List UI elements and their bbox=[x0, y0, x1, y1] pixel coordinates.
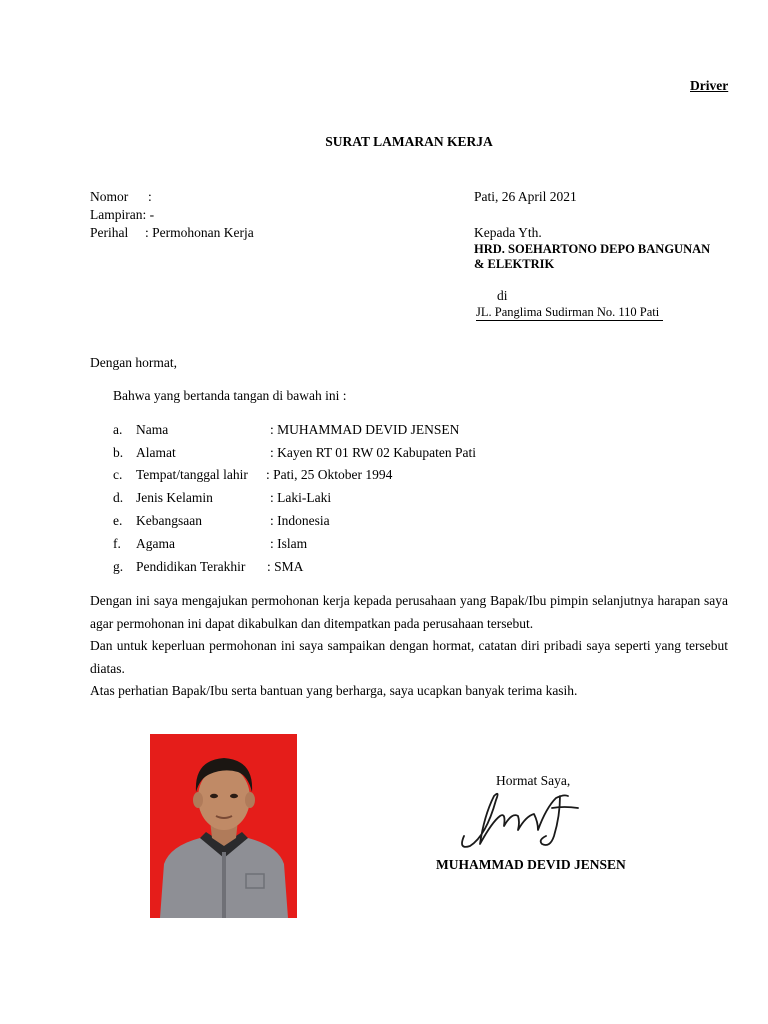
item-letter: a. bbox=[113, 422, 123, 437]
signature-icon bbox=[456, 786, 588, 856]
item-letter: d. bbox=[113, 490, 124, 505]
body-paragraph-3: Atas perhatian Bapak/Ibu serta bantuan yang berharga, saya ucapkan banyak terima kasih. bbox=[90, 683, 578, 698]
item-label: Kebangsaan bbox=[136, 513, 202, 528]
item-label: Nama bbox=[136, 422, 169, 437]
item-letter: g. bbox=[113, 559, 124, 574]
item-value: : MUHAMMAD DEVID JENSEN bbox=[270, 422, 460, 437]
applicant-portrait-icon bbox=[150, 734, 297, 918]
nomor-label: Nomor bbox=[90, 189, 129, 204]
body-paragraph-1: Dengan ini saya mengajukan permohonan kerja kepada perusahaan yang Bapak/Ibu pimpin selanjutnya harapan saya agar permohonan ini dapat dikabulkan dan ditempatkan pada perusahaan tersebut. bbox=[90, 593, 728, 631]
perihal-value: : Permohonan Kerja bbox=[145, 225, 254, 240]
item-value: : Kayen RT 01 RW 02 Kabupaten Pati bbox=[270, 445, 477, 460]
body-text bbox=[90, 590, 728, 703]
closing-text: Hormat Saya, bbox=[496, 773, 571, 788]
item-value: : Indonesia bbox=[270, 513, 330, 528]
body-paragraph-2: Dan untuk keperluan permohonan ini saya sampaikan dengan hormat, catatan diri pribadi saya seperti yang tersebut diatas. bbox=[90, 638, 728, 676]
item-value: : SMA bbox=[267, 559, 304, 574]
recipient-address: JL. Panglima Sudirman No. 110 Pati bbox=[476, 305, 663, 321]
letter-title: SURAT LAMARAN KERJA bbox=[325, 134, 493, 149]
nomor-separator: : bbox=[148, 189, 152, 204]
lampiran-line: Lampiran: - bbox=[90, 207, 155, 222]
perihal-label: Perihal bbox=[90, 225, 129, 240]
item-letter: f. bbox=[113, 536, 121, 551]
signer-name: MUHAMMAD DEVID JENSEN bbox=[436, 857, 626, 872]
recipient-line-2: & ELEKTRIK bbox=[474, 257, 555, 271]
item-value: : Laki-Laki bbox=[270, 490, 332, 505]
applicant-photo bbox=[150, 734, 297, 918]
item-label: Pendidikan Terakhir bbox=[136, 559, 246, 574]
di-label: di bbox=[497, 288, 508, 303]
item-letter: c. bbox=[113, 467, 123, 482]
item-label: Alamat bbox=[136, 445, 176, 460]
place-date: Pati, 26 April 2021 bbox=[474, 189, 577, 204]
item-label: Tempat/tanggal lahir bbox=[136, 467, 248, 482]
greeting: Dengan hormat, bbox=[90, 355, 177, 370]
kepada-label: Kepada Yth. bbox=[474, 225, 542, 240]
item-value: : Pati, 25 Oktober 1994 bbox=[266, 467, 393, 482]
item-letter: b. bbox=[113, 445, 124, 460]
position-label: Driver bbox=[690, 78, 729, 93]
recipient-line-1: HRD. SOEHARTONO DEPO BANGUNAN bbox=[474, 242, 711, 256]
item-letter: e. bbox=[113, 513, 123, 528]
item-label: Agama bbox=[136, 536, 175, 551]
item-value: : Islam bbox=[270, 536, 308, 551]
intro-line: Bahwa yang bertanda tangan di bawah ini : bbox=[113, 388, 347, 403]
item-label: Jenis Kelamin bbox=[136, 490, 213, 505]
